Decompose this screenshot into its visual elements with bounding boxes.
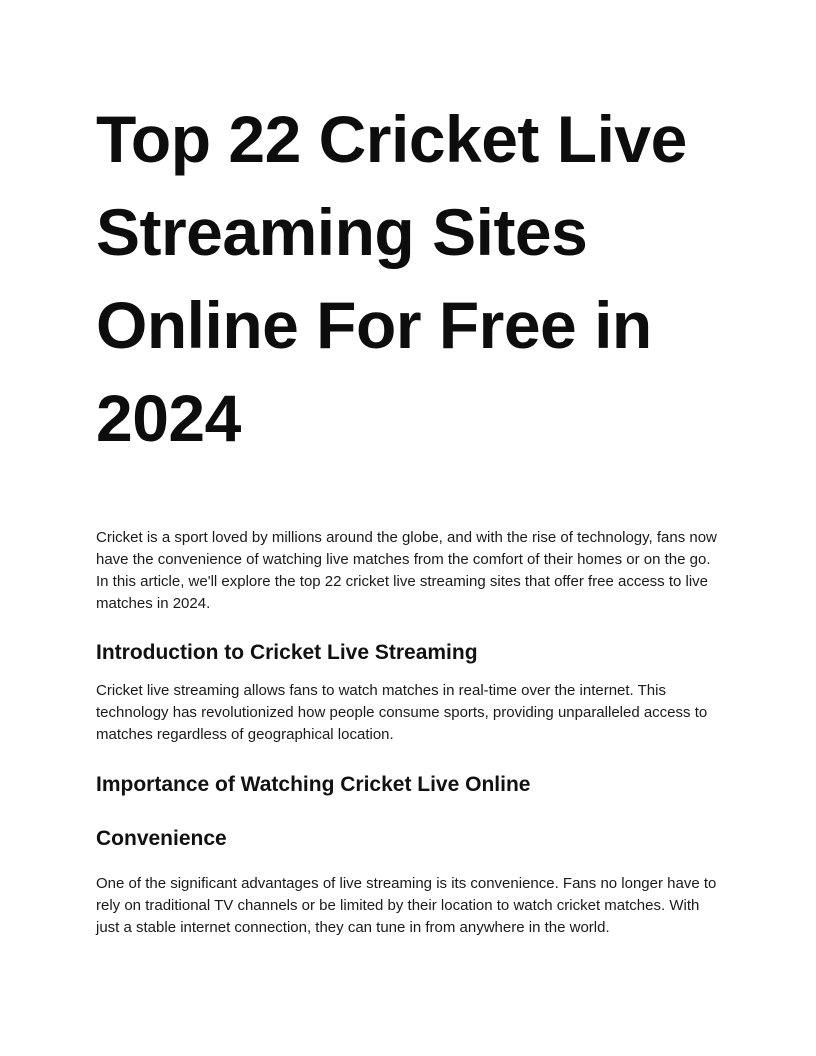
section-heading-importance: Importance of Watching Cricket Live Online bbox=[96, 773, 531, 796]
section-heading-introduction: Introduction to Cricket Live Streaming bbox=[96, 641, 478, 664]
section-body-introduction: Cricket live streaming allows fans to watch matches in real-time over the internet. This technology has revolutionized how people consume sports, providing unparalleled access to matches regardless of geographical location. bbox=[96, 682, 708, 743]
subsection-heading-convenience: Convenience bbox=[96, 827, 227, 850]
intro-paragraph: Cricket is a sport loved by millions around the globe, and with the rise of technology, fans now have the convenience of watching live matches from the comfort of their homes or on the go. In this article, we'll explore the top 22 cricket live streaming sites that offer free access to live matches in 2024. bbox=[96, 529, 717, 612]
subsection-body-convenience: One of the significant advantages of live streaming is its convenience. Fans no longer have to rely on traditional TV channels or be limited by their location to watch cricket matches. With just a stable internet connection, they can tune in from anywhere in the world. bbox=[96, 875, 717, 936]
page-title: Top 22 Cricket Live Streaming Sites Online For Free in 2024 bbox=[96, 102, 687, 455]
